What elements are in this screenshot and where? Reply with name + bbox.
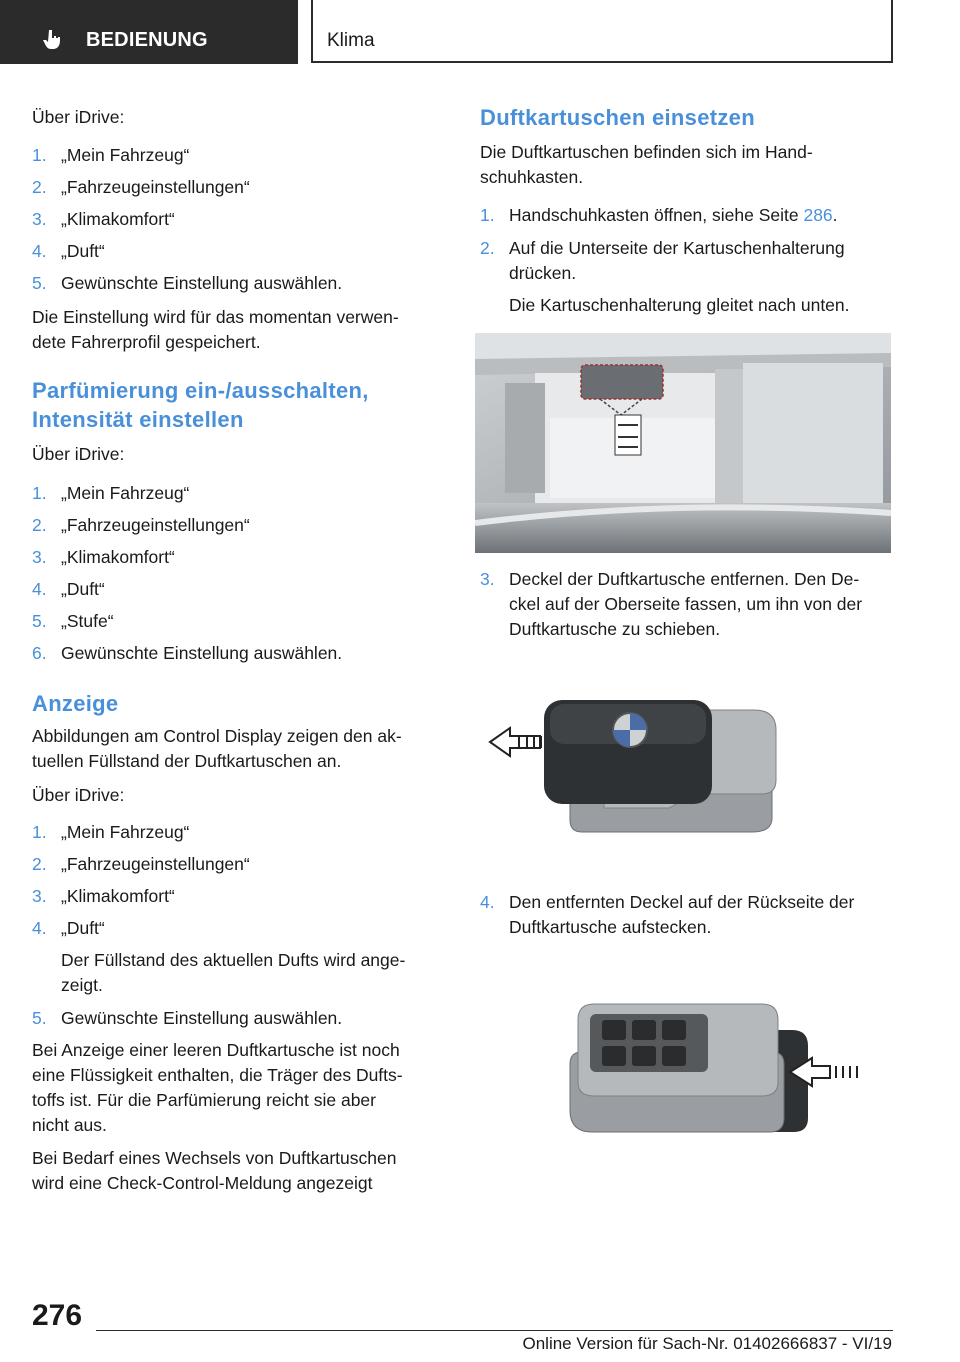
- list-item: „Fahrzeugeinstellungen“: [61, 854, 250, 874]
- cartridge-lid-attached-illustration: [562, 1000, 867, 1140]
- section-heading: Duftkartuschen einsetzen: [480, 105, 755, 130]
- paragraph-line: Abbildungen am Control Display zeigen den ak-: [32, 726, 402, 746]
- list-item: „Klimakomfort“: [61, 209, 175, 229]
- list-item: „Fahrzeugeinstellungen“: [61, 177, 250, 197]
- list-number: 1.: [480, 205, 495, 225]
- list-item: „Duft“: [61, 579, 105, 599]
- step-text-end: .: [832, 205, 838, 225]
- list-item: Gewünschte Einstellung auswählen.: [61, 273, 343, 293]
- cartridge-lid-removal-illustration: [484, 690, 784, 840]
- list-item: Auf die Unterseite der Kartuschenhalterung: [509, 238, 845, 258]
- section-heading: Parfümierung ein-/ausschalten,: [32, 378, 369, 403]
- intro-text: Über iDrive:: [32, 444, 125, 464]
- topic-label: Klima: [327, 30, 375, 51]
- paragraph-line: toffs ist. Für die Parfümierung reicht sie aber: [32, 1090, 376, 1110]
- intro-text: Über iDrive:: [32, 785, 125, 805]
- paragraph-line: Die Duftkartuschen befinden sich im Hand-: [480, 142, 813, 162]
- paragraph-line: Bei Anzeige einer leeren Duftkartusche ist noch: [32, 1040, 400, 1060]
- glovebox-photo: [475, 333, 891, 553]
- list-item: [509, 203, 838, 228]
- section-label: BEDIENUNG: [86, 29, 208, 51]
- section-heading: Intensität einstellen: [32, 407, 244, 432]
- paragraph-line: tuellen Füllstand der Duftkartuschen an.: [32, 751, 342, 771]
- list-item: „Mein Fahrzeug“: [61, 145, 190, 165]
- list-number: 3.: [480, 569, 495, 589]
- list-number: 1.: [32, 822, 47, 842]
- list-number: 6.: [32, 643, 47, 663]
- list-item: „Klimakomfort“: [61, 886, 175, 906]
- list-item: „Mein Fahrzeug“: [61, 822, 190, 842]
- list-number: 4.: [32, 918, 47, 938]
- paragraph-line: Die Einstellung wird für das momentan verwen-: [32, 307, 399, 327]
- list-number: 3.: [32, 209, 47, 229]
- section-heading: Anzeige: [32, 691, 119, 716]
- list-item: ckel auf der Oberseite fassen, um ihn von der: [509, 594, 863, 614]
- list-number: 2.: [480, 238, 495, 258]
- list-item: „Stufe“: [61, 611, 114, 631]
- list-item: „Mein Fahrzeug“: [61, 483, 190, 503]
- list-item: „Duft“: [61, 918, 105, 938]
- list-item-note: Die Kartuschenhalterung gleitet nach unten.: [509, 295, 850, 315]
- hand-pointer-icon: [42, 29, 64, 51]
- list-item: „Duft“: [61, 241, 105, 261]
- list-number: 5.: [32, 611, 47, 631]
- list-item: „Fahrzeugeinstellungen“: [61, 515, 250, 535]
- intro-text: Über iDrive:: [32, 107, 125, 127]
- list-number: 2.: [32, 854, 47, 874]
- list-number: 3.: [32, 547, 47, 567]
- list-item: drücken.: [509, 263, 577, 283]
- paragraph-line: schuhkasten.: [480, 167, 584, 187]
- section-tab: [0, 0, 298, 64]
- footer-text: Online Version für Sach-Nr. 01402666837 - VI/19: [522, 1334, 892, 1353]
- list-item-note: zeigt.: [61, 975, 103, 995]
- list-item: Den entfernten Deckel auf der Rückseite der: [509, 892, 855, 912]
- list-number: 5.: [32, 273, 47, 293]
- list-item: Duftkartusche aufstecken.: [509, 917, 712, 937]
- paragraph-line: dete Fahrerprofil gespeichert.: [32, 332, 261, 352]
- list-item: Deckel der Duftkartusche entfernen. Den De-: [509, 569, 860, 589]
- list-item: „Klimakomfort“: [61, 547, 175, 567]
- list-item: Gewünschte Einstellung auswählen.: [61, 1008, 343, 1028]
- step-text: Handschuhkasten öffnen, siehe Seite: [509, 205, 804, 225]
- list-number: 4.: [32, 579, 47, 599]
- list-item: Gewünschte Einstellung auswählen.: [61, 643, 343, 663]
- footer-rule: [96, 1330, 893, 1331]
- paragraph-line: eine Flüssigkeit enthalten, die Träger des Dufts-: [32, 1065, 403, 1085]
- paragraph-line: wird eine Check-Control-Meldung angezeigt: [32, 1173, 373, 1193]
- page-number: 276: [32, 1299, 83, 1332]
- list-number: 4.: [480, 892, 495, 912]
- topic-box: [311, 0, 893, 63]
- list-number: 5.: [32, 1008, 47, 1028]
- list-item-note: Der Füllstand des aktuellen Dufts wird ange-: [61, 950, 406, 970]
- list-number: 2.: [32, 515, 47, 535]
- list-number: 4.: [32, 241, 47, 261]
- list-number: 1.: [32, 483, 47, 503]
- list-number: 1.: [32, 145, 47, 165]
- paragraph-line: nicht aus.: [32, 1115, 107, 1135]
- list-number: 3.: [32, 886, 47, 906]
- list-number: 2.: [32, 177, 47, 197]
- list-item: Duftkartusche zu schieben.: [509, 619, 721, 639]
- paragraph-line: Bei Bedarf eines Wechsels von Duftkartuschen: [32, 1148, 397, 1168]
- page-link[interactable]: 286: [803, 205, 833, 225]
